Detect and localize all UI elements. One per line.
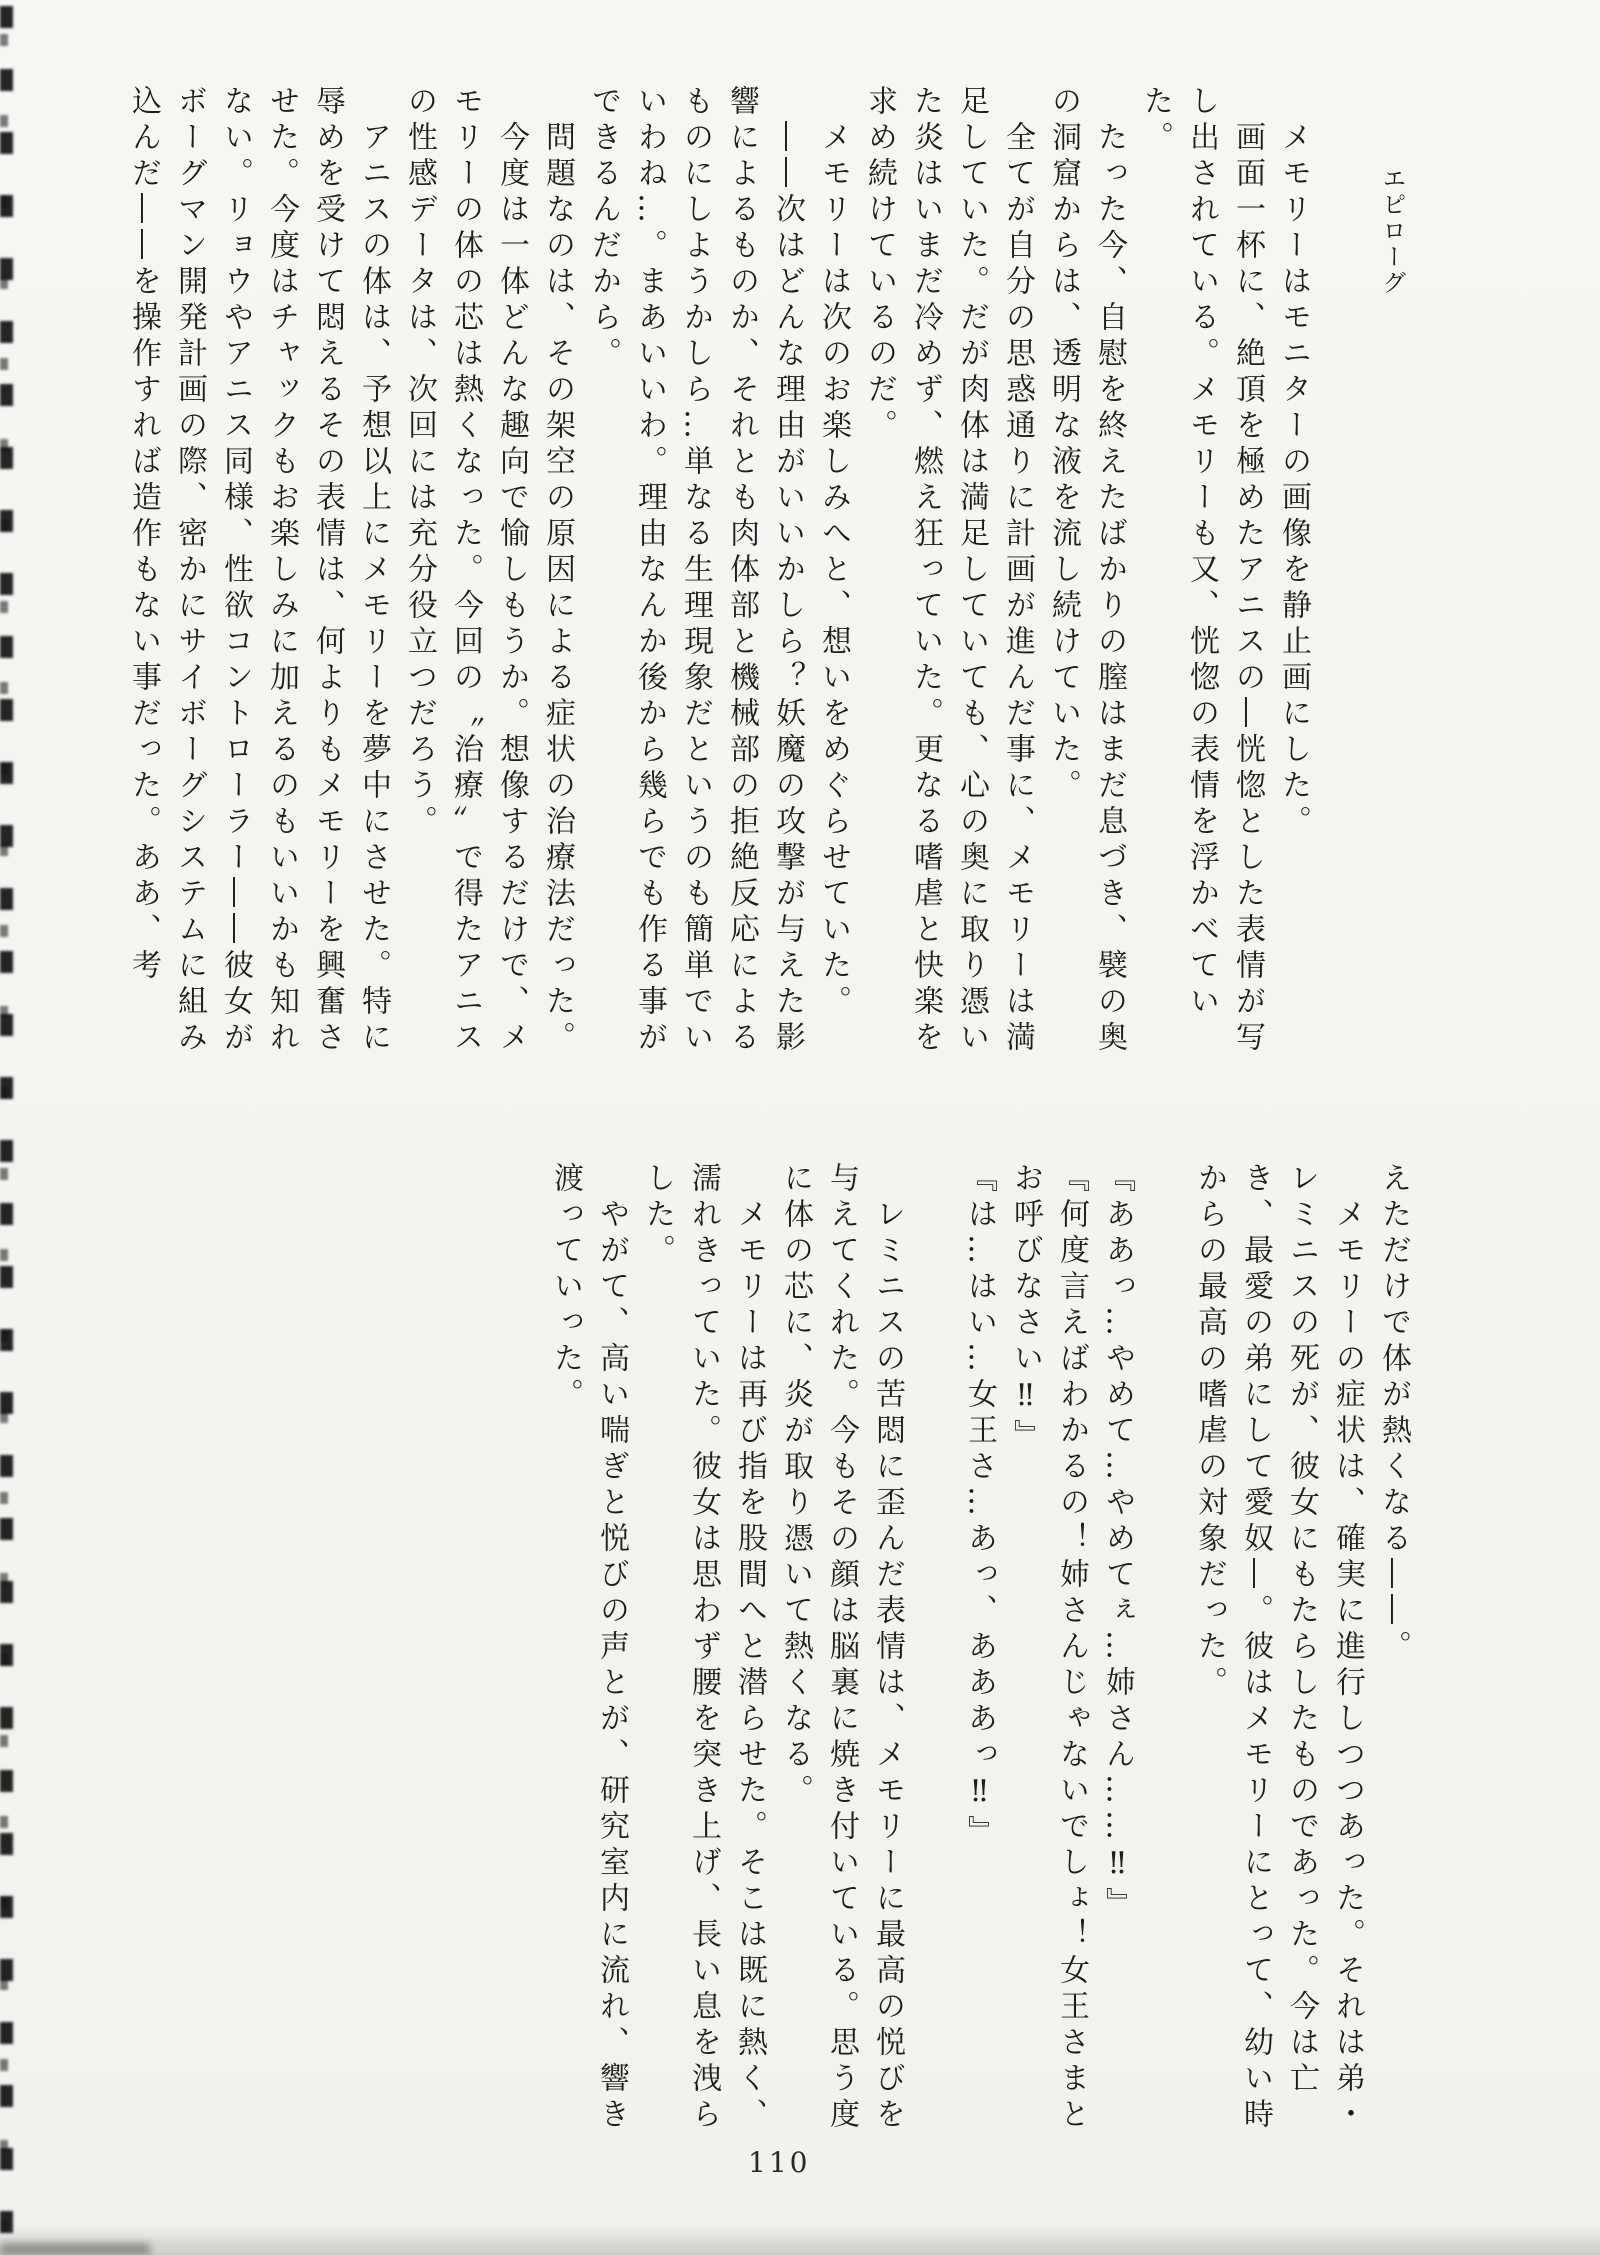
scan-shadow (0, 2225, 1600, 2255)
body-text-upper (120, 85, 1316, 1061)
paragraph: メモリーはモニターの画像を静止画にした。 (1276, 121, 1311, 841)
dialogue-line: 『ああっ…やめて…やめてぇ…姉さん……‼』 (1100, 1162, 1135, 1923)
paragraph: 全てが自分の思惑通りに計画が進んだ事に、メモリーは満足していた。だが肉体は満足していても、心の奥に取り憑いた炎はいまだ冷めず、燃え狂っていた。更なる嗜虐と快楽を求め続けているのだ。 (862, 85, 1035, 1057)
page-number: 110 (748, 2146, 811, 2179)
paragraph-spacer (1140, 1162, 1186, 2138)
body-text-lower (542, 1162, 1416, 2138)
paragraph: 画面一杯に、絶頂を極めたアニスの―恍惚とした表情が写し出されている。メモリーも又、恍惚の表情を浮かべていた。 (1138, 85, 1265, 1057)
paragraph: メモリーの症状は、確実に進行しつつあった。それは弟・レミニスの死が、彼女にもたらしたものであった。今は亡き、最愛の弟にして愛奴―。彼はメモリーにとって、幼い時からの最高の嗜虐の対象だった。 (1192, 1162, 1365, 2134)
paragraph: ――次はどんな理由がいいかしら？妖魔の攻撃が与えた影響によるものか、それとも肉体部と機械部の拒絶反応によるものにしようかしら…単なる生理現象だというのも簡単でいいわね…。まあいいわ。理由なんか後から幾らでも作る事ができるんだから。 (586, 85, 805, 1057)
paragraph: えただけで体が熱くなる――。 (1376, 1162, 1411, 1666)
dialogue-line: 『は…はい…女王さ…あっ、あああっ‼』 (962, 1162, 997, 1851)
paragraph: メモリーは再び指を股間へと潜らせた。そこは既に熱く、濡れきっていた。彼女は思わず腰を突き上げ、長い息を洩らした。 (640, 1162, 767, 2134)
dialogue-line: 『何度言えばわかるの！姉さんじゃないでしょ！女王さまとお呼びなさい‼』 (1008, 1162, 1089, 2134)
paragraph: 問題なのは、その架空の原因による症状の治療法だった。 (540, 121, 575, 1057)
paragraph: レミニスの苦悶に歪んだ表情は、メモリーに最高の悦びを与えてくれた。今もその顔は脳裏に焼き付いている。思う度に体の芯に、炎が取り憑いて熱くなる。 (778, 1162, 905, 2134)
chapter-heading: エピローグ (1378, 166, 1406, 296)
paragraph: 今度は一体どんな趣向で愉しもうか。想像するだけで、メモリーの体の芯は熱くなった。今回の〝治療〟で得たアニスの性感データは、次回には充分役立つだろう。 (402, 85, 529, 1057)
paragraph-spacer (910, 1162, 956, 2138)
paragraph: たった今、自慰を終えたばかりの膣はまだ息づき、襞の奥の洞窟からは、透明な液を流し続けていた。 (1046, 85, 1127, 1057)
scan-binding-artifacts (0, 0, 22, 2255)
paragraph: アニスの体は、予想以上にメモリーを夢中にさせた。特に辱めを受けて悶えるその表情は、何よりもメモリーを興奮させた。今度はチャックもお楽しみに加えるのもいいかも知れない。リョウやアニス同様、性欲コントローラー――彼女がボーグマン開発計画の際、密かにサイボーグシステムに組み込んだ――を操作すれば造作もない事だった。ああ、考 (126, 85, 391, 1057)
paragraph: メモリーは次のお楽しみへと、想いをめぐらせていた。 (816, 121, 851, 1021)
paragraph: やがて、高い喘ぎと悦びの声とが、研究室内に流れ、響き渡っていった。 (548, 1162, 629, 2134)
